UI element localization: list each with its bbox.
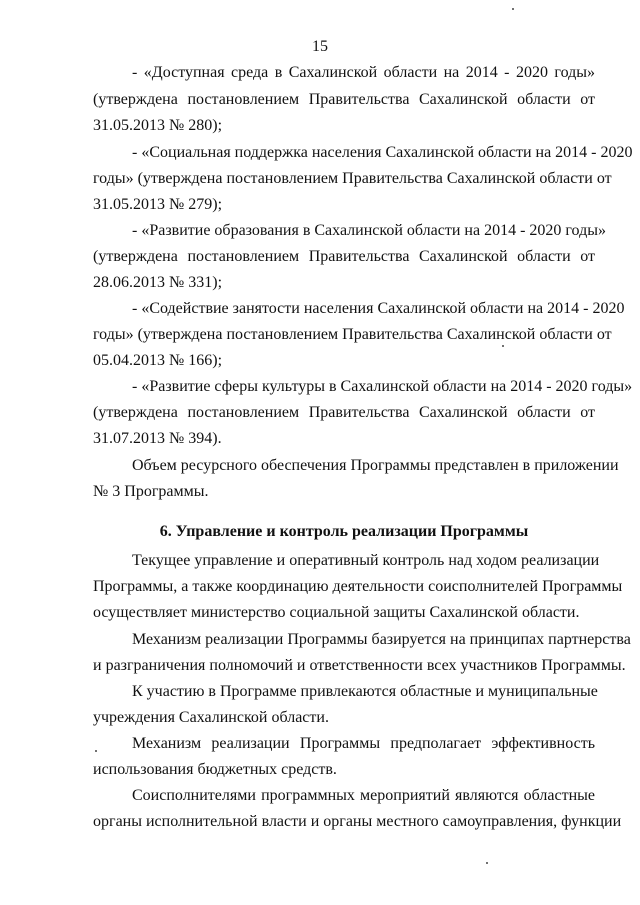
list-item-3-line-3: 28.06.2013 № 331); <box>93 274 223 291</box>
paragraph-2-line-1: Механизм реализации Программы базируется на принципах партнерства <box>132 631 631 648</box>
paragraph-1-line-1: Текущее управление и оперативный контроль над ходом реализации <box>132 552 600 569</box>
list-item-3-line-1: - «Развитие образования в Сахалинской области на 2014 - 2020 годы» <box>132 222 606 239</box>
paragraph-5-line-1: Соисполнителями программных мероприятий являются областные <box>132 787 595 804</box>
list-item-3-line-2: (утверждена постановлением Правительства Сахалинской области от <box>93 248 595 265</box>
list-item-1-line-1: - «Доступная среда в Сахалинской области на 2014 - 2020 годы» <box>132 64 595 81</box>
list-item-5-line-1: - «Развитие сферы культуры в Сахалинской области на 2014 - 2020 годы» <box>132 378 633 395</box>
list-item-4-line-3: 05.04.2013 № 166); <box>93 352 223 369</box>
scan-speck <box>502 345 504 347</box>
list-item-2-line-3: 31.05.2013 № 279); <box>93 196 223 213</box>
paragraph-3-line-2: учреждения Сахалинской области. <box>93 709 329 726</box>
resource-paragraph-line-2: № 3 Программы. <box>93 483 209 500</box>
scan-speck <box>512 8 514 10</box>
list-item-4-line-2: годы» (утверждена постановлением Правительства Сахалинской области от <box>93 326 612 343</box>
paragraph-5-line-2: органы исполнительной власти и органы местного самоуправления, функции <box>93 813 622 830</box>
list-item-1-line-2: (утверждена постановлением Правительства Сахалинской области от <box>93 91 595 108</box>
list-item-2-line-2: годы» (утверждена постановлением Правительства Сахалинской области от <box>93 170 612 187</box>
paragraph-1-line-3: осуществляет министерство социальной защиты Сахалинской области. <box>93 604 580 621</box>
section-heading: 6. Управление и контроль реализации Программы <box>159 523 529 540</box>
scan-speck <box>486 862 488 864</box>
list-item-4-line-1: - «Содействие занятости населения Сахалинской области на 2014 - 2020 <box>132 300 625 317</box>
paragraph-2-line-2: и разграничения полномочий и ответственности всех участников Программы. <box>93 657 626 674</box>
page-number: 15 <box>312 38 328 55</box>
resource-paragraph-line-1: Объем ресурсного обеспечения Программы представлен в приложении <box>132 457 619 474</box>
list-item-5-line-2: (утверждена постановлением Правительства Сахалинской области от <box>93 404 595 421</box>
paragraph-3-line-1: К участию в Программе привлекаются областные и муниципальные <box>132 683 598 700</box>
list-item-1-line-3: 31.05.2013 № 280); <box>93 117 223 134</box>
list-item-2-line-1: - «Социальная поддержка населения Сахалинской области на 2014 - 2020 <box>132 144 633 161</box>
paragraph-4-line-1: Механизм реализации Программы предполагает эффективность <box>132 735 595 752</box>
list-item-5-line-3: 31.07.2013 № 394). <box>93 430 222 447</box>
paragraph-4-line-2: использования бюджетных средств. <box>93 761 337 778</box>
paragraph-1-line-2: Программы, а также координацию деятельности соисполнителей Программы <box>93 578 623 595</box>
scan-speck <box>95 750 97 752</box>
